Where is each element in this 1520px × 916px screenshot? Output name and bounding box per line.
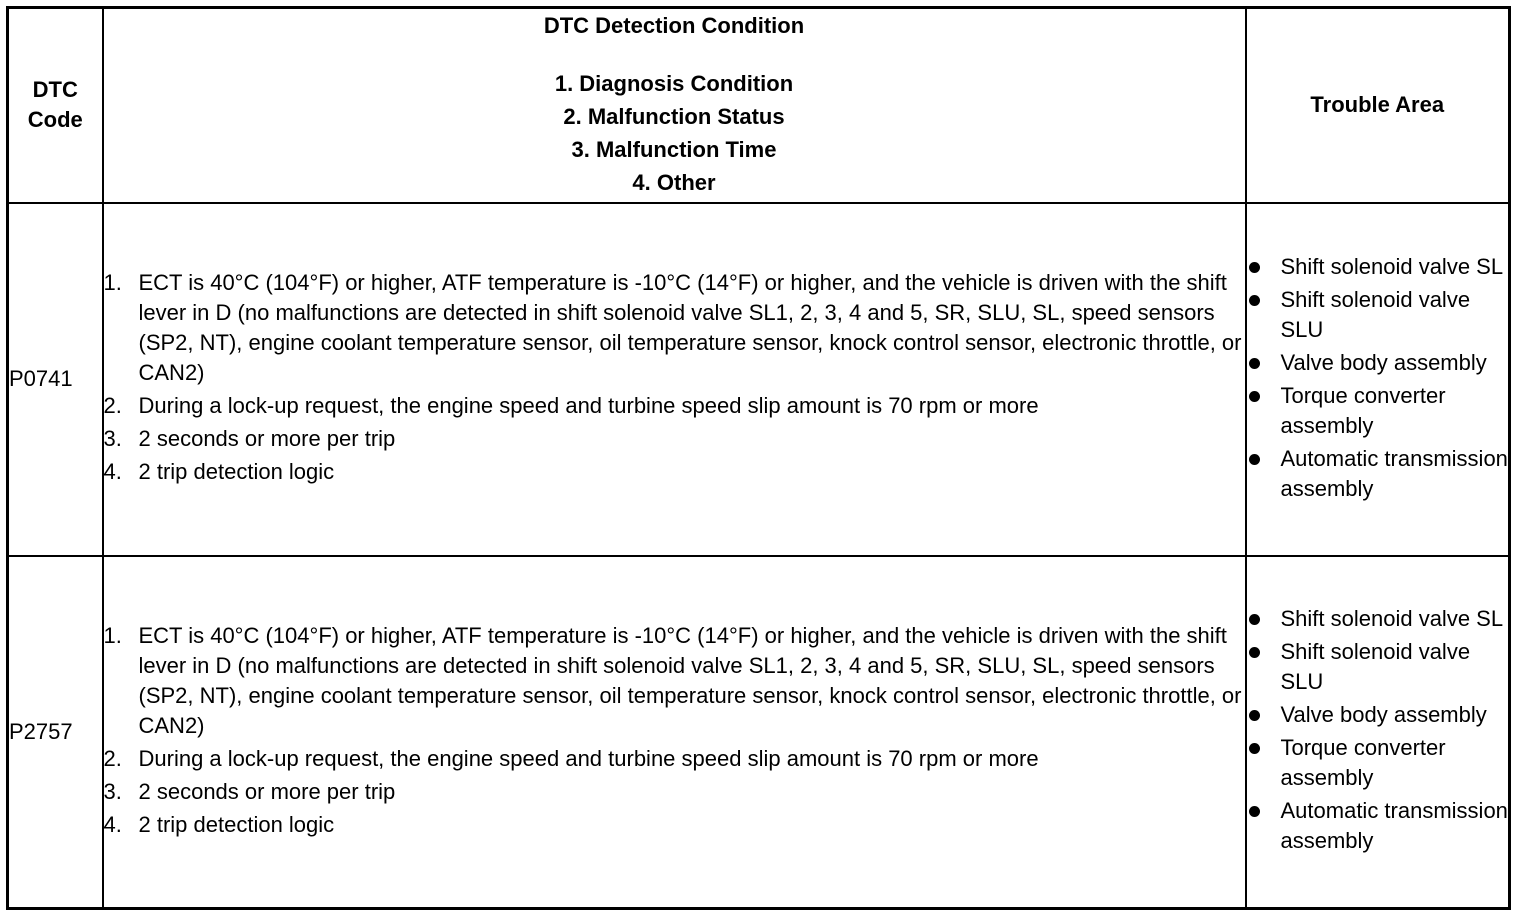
condition-number: 4. <box>103 459 122 484</box>
condition-text: 2 trip detection logic <box>138 811 335 837</box>
condition-item <box>104 391 1245 421</box>
header-condition-list <box>104 67 1245 199</box>
condition-number: 3. <box>103 426 122 451</box>
trouble-area-list <box>1247 252 1509 504</box>
trouble-area-cell <box>1246 203 1510 556</box>
condition-list <box>104 268 1245 487</box>
trouble-area-text: Automatic transmission assembly <box>1280 798 1508 854</box>
trouble-area-list <box>1247 604 1509 856</box>
list-item <box>1247 348 1509 378</box>
condition-text: ECT is 40°C (104°F) or higher, ATF temperature is -10°C (14°F) or higher, and the vehicle is driven with the shift lever in D (no malfunctions are detected in shift solenoid valve SL1, 2, 3, 4 and 5, SR, SLU, SL, speed sensors (SP2, NT), engine coolant temperature sensor, oil temperature sensor, knock control sensor, electronic throttle, or CAN2) <box>138 622 1242 738</box>
trouble-area-cell <box>1246 556 1510 909</box>
condition-text: 2 seconds or more per trip <box>138 778 396 804</box>
list-item <box>1247 796 1509 856</box>
bullet-icon <box>1249 647 1260 658</box>
condition-number: 2. <box>103 745 122 771</box>
condition-number: 3. <box>103 778 122 804</box>
header-condition-item: 1. Diagnosis Condition <box>554 71 794 97</box>
trouble-area-text: Torque converter assembly <box>1280 382 1446 438</box>
list-item <box>1247 604 1509 634</box>
condition-number: 4. <box>103 811 122 837</box>
bullet-icon <box>1249 710 1260 721</box>
list-item <box>1247 637 1509 697</box>
header-condition-item: 4. Other <box>632 170 716 196</box>
bullet-icon <box>1249 358 1260 369</box>
list-item <box>1247 285 1509 345</box>
condition-text: ECT is 40°C (104°F) or higher, ATF temperature is -10°C (14°F) or higher, and the vehicle is driven with the shift lever in D (no malfunctions are detected in shift solenoid valve SL1, 2, 3, 4 and 5, SR, SLU, SL, speed sensors (SP2, NT), engine coolant temperature sensor, oil temperature sensor, knock control sensor, electronic throttle, or CAN2) <box>138 270 1242 385</box>
dtc-code-cell: P2757 <box>8 556 103 909</box>
condition-number: 1. <box>103 270 122 295</box>
trouble-area-text: Shift solenoid valve SLU <box>1280 639 1471 695</box>
condition-text: 2 seconds or more per trip <box>138 426 396 451</box>
dtc-code-cell: P0741 <box>8 203 103 556</box>
trouble-area-text: Shift solenoid valve SLU <box>1280 286 1471 342</box>
condition-item <box>104 424 1245 454</box>
condition-text: During a lock-up request, the engine speed and turbine speed slip amount is 70 rpm or more <box>138 745 1039 771</box>
bullet-icon <box>1249 295 1260 306</box>
header-code-label: DTC Code <box>27 77 83 133</box>
condition-number: 2. <box>103 393 122 418</box>
condition-item <box>104 457 1245 487</box>
dtc-table <box>6 6 1511 910</box>
trouble-area-text: Valve body assembly <box>1280 702 1487 728</box>
header-area-label: Trouble Area <box>1310 92 1445 118</box>
bullet-icon <box>1249 262 1260 273</box>
table-row <box>8 203 1510 556</box>
trouble-area-text: Shift solenoid valve SL <box>1280 253 1504 279</box>
table-row <box>8 556 1510 909</box>
condition-number: 1. <box>103 622 122 648</box>
header-condition <box>103 8 1246 203</box>
list-item <box>1247 381 1509 441</box>
trouble-area-text: Valve body assembly <box>1280 349 1487 375</box>
condition-item <box>104 810 1245 840</box>
header-condition-item: 2. Malfunction Status <box>563 104 785 130</box>
header-row <box>8 8 1510 203</box>
header-condition-item: 3. Malfunction Time <box>571 137 777 163</box>
list-item <box>1247 444 1509 504</box>
condition-text: During a lock-up request, the engine speed and turbine speed slip amount is 70 rpm or more <box>138 393 1039 418</box>
trouble-area-text: Shift solenoid valve SL <box>1280 606 1504 632</box>
list-item <box>1247 733 1509 793</box>
header-code <box>8 8 103 203</box>
condition-item <box>104 777 1245 807</box>
condition-item <box>104 268 1245 388</box>
bullet-icon <box>1249 391 1260 402</box>
condition-list <box>104 621 1245 840</box>
condition-item <box>104 744 1245 774</box>
condition-text: 2 trip detection logic <box>138 459 335 484</box>
list-item <box>1247 700 1509 730</box>
bullet-icon <box>1249 614 1260 625</box>
header-area <box>1246 8 1510 203</box>
trouble-area-text: Automatic transmission assembly <box>1280 445 1508 501</box>
condition-item <box>104 621 1245 741</box>
condition-cell <box>103 203 1246 556</box>
header-condition-title: DTC Detection Condition <box>543 13 805 39</box>
bullet-icon <box>1249 743 1260 754</box>
bullet-icon <box>1249 454 1260 465</box>
trouble-area-text: Torque converter assembly <box>1280 735 1446 791</box>
condition-cell <box>103 556 1246 909</box>
bullet-icon <box>1249 806 1260 817</box>
list-item <box>1247 252 1509 282</box>
